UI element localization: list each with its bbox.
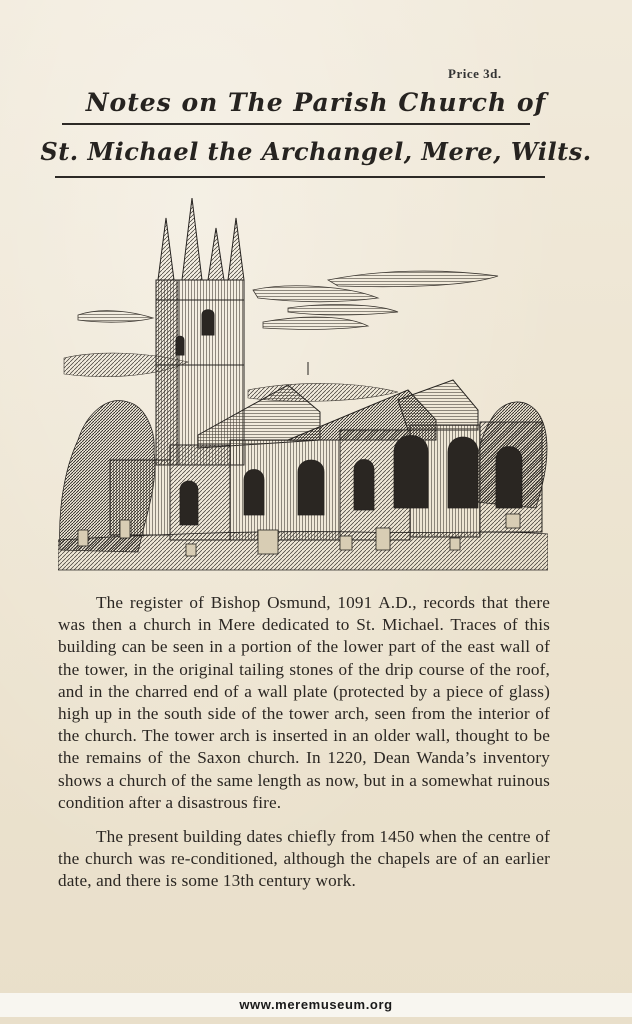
title-rule-2 [55, 176, 545, 178]
paragraph-1: The register of Bishop Osmund, 1091 A.D., records that there was then a church in Mere dedicated to St. Michael. Traces of this building can be seen in a portion of the lower part of the east wall of the tower, in the original tailing stones of the drip course of the roof, and in the charred end of a wall plate (protected by a piece of glass) high up in the south side of the tower arch, seen from the interior of the church. The tower arch is inserted in an older wall, thought to be the remains of the Saxon church. In 1220, Dean Wanda’s inventory shows a church of the same length as now, but in a somewhat ruinous condition after a disastrous fire. [58, 593, 550, 812]
title-rule-1 [62, 123, 530, 125]
footer-watermark: www.meremuseum.org [0, 993, 632, 1017]
body-text [58, 592, 550, 905]
clouds [78, 271, 498, 329]
title-line-1: Notes on The Parish Church of [85, 88, 547, 117]
church-engraving [58, 190, 548, 580]
price-label: Price 3d. [448, 66, 502, 81]
paragraph-2: The present building dates chiefly from 1450 when the centre of the church was re-conditioned, although the chapels are of an earlier date, and there is some 13th century work. [58, 827, 550, 891]
title-line-2: St. Michael the Archangel, Mere, Wilts. [40, 137, 592, 166]
